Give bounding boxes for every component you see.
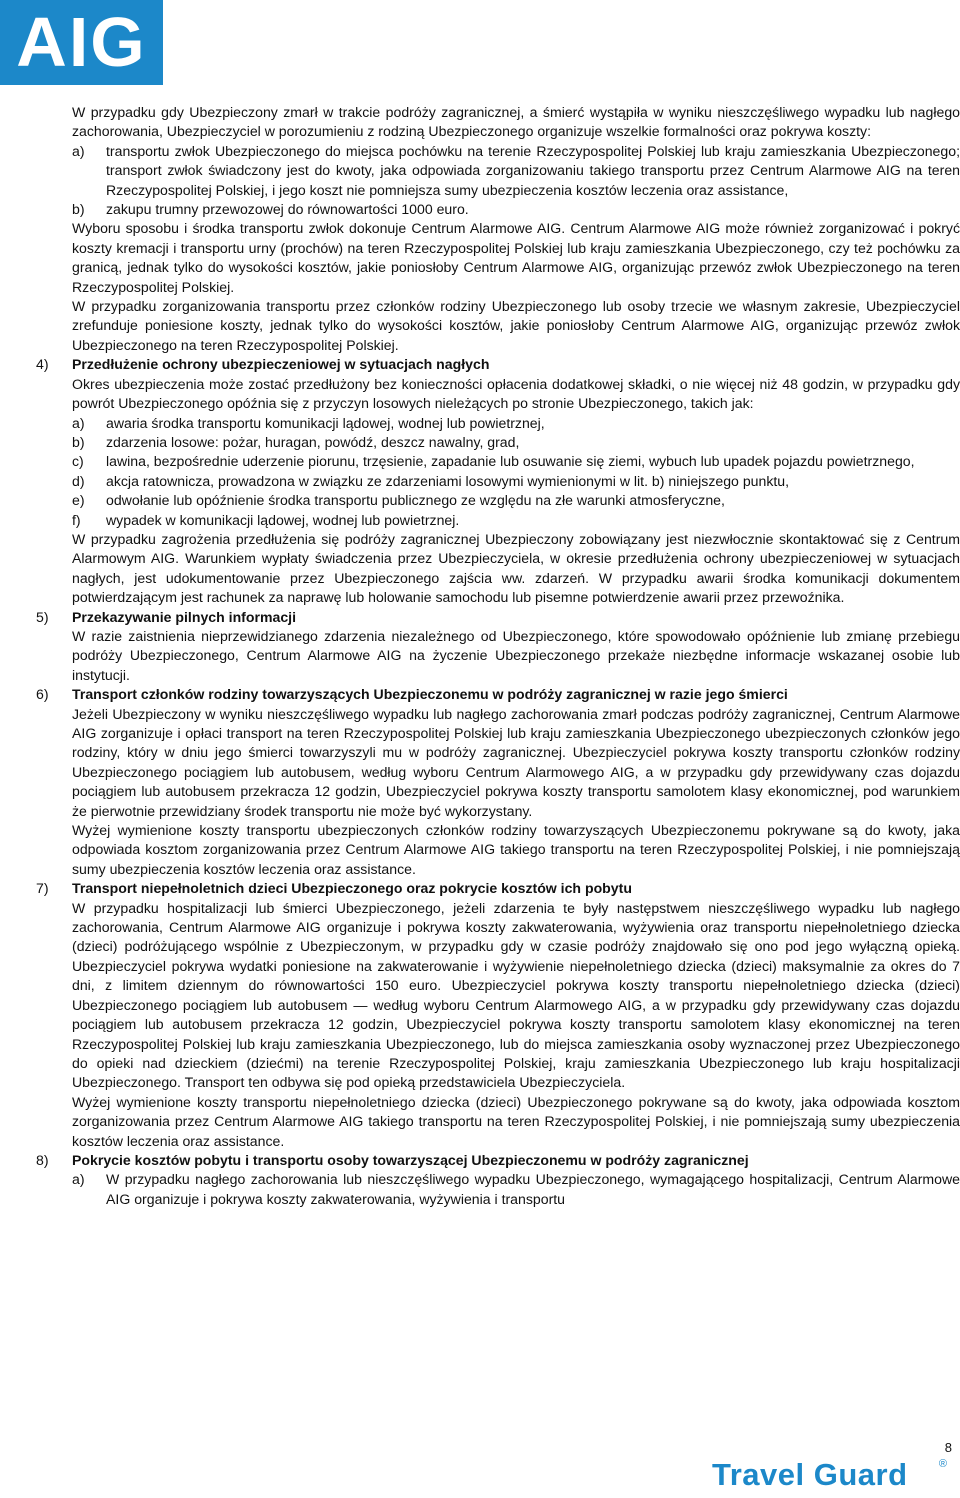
section-7-paragraph-2: Wyżej wymienione koszty transportu niepełnoletniego dziecka (dzieci) Ubezpieczonego pokrywane są do kwoty, jaka odpowiada kosztom zorganizowania przez Centrum Alarmowe AIG takiego transportu na teren Rzeczypospolitej Polskiej, i nie pomniejszają sumy ubezpieczenia kosztów leczenia oraz assistance. (72, 1093, 960, 1149)
item-letter: a) (72, 414, 85, 431)
item-letter: b) (72, 201, 85, 218)
intro-paragraph-1: W przypadku gdy Ubezpieczony zmarł w trakcie podróży zagranicznej, a śmierć wystąpiła w wyniku nieszczęśliwego wypadku lub nagłego zachorowania, Ubezpieczyciel w porozumieniu z rodziną Ubezpieczonego organizuje wszelkie formalności oraz pokrywa koszty: (72, 104, 960, 140)
list-item (72, 414, 960, 433)
item-letter: d) (72, 472, 85, 489)
page-number: 8 (944, 1440, 952, 1455)
item-text: zdarzenia losowe: pożar, huragan, powódź, deszcz nawalny, grad, (106, 433, 520, 450)
travel-guard-logo (712, 1458, 947, 1492)
section-title: Przekazywanie pilnych informacji (72, 608, 297, 625)
list-item (72, 511, 960, 530)
item-letter: c) (72, 453, 84, 470)
section-4-paragraph-2: W przypadku zagrożenia przedłużenia się podróży zagranicznej Ubezpieczony zobowiązany jest niezwłocznie skontaktować się z Centrum Alarmowym AIG. Warunkiem wypłaty świadczenia przez Ubezpieczyciela, w okresie przedłużenia ochrony ubezpieczeniowej w sytuacjach nagłych, jest udokumentowanie przez Ubezpieczonego zajścia ww. zdarzeń. W przypadku awarii środka komunikacji dokumentem potwierdzającym jest rachunek za naprawę lub holowanie samochodu lub pisemne potwierdzenie awarii przez przewoźnika. (72, 530, 960, 606)
section-8-item-a (72, 1170, 960, 1209)
list-item (72, 433, 960, 452)
section-6-heading (36, 685, 960, 704)
section-number: 7) (36, 880, 49, 897)
item-letter: e) (72, 492, 85, 509)
section-title: Pokrycie kosztów pobytu i transportu osoby towarzyszącej Ubezpieczonemu w podróży zagranicznej (72, 1151, 749, 1168)
section-6-paragraph-1: Jeżeli Ubezpieczony w wyniku nieszczęśliwego wypadku lub nagłego zachorowania zmarł podczas podróży zagranicznej, Centrum Alarmowe AIG zorganizuje i opłaci transport na teren Rzeczypospolitej Polskiej lub kraju zamieszkania Ubezpieczonego ubezpieczonych członków jego rodziny, który w dniu jego śmierci towarzyszyli mu w podróży zagranicznej. Ubezpieczyciel pokrywa koszty transportu członków rodziny Ubezpieczonego pociągiem lub autobusem, według wyboru Centrum Alarmowego AIG, a w przypadku gdy przewidywany czas dojazdu pociągiem lub autobusem przekracza 12 godzin, Ubezpieczyciel pokrywa koszty transportu samolotem klasy ekonomicznej, pod warunkiem że pierwotnie przewidziany środek transportu nie może być wykorzystany. (72, 705, 960, 819)
item-letter: a) (72, 1171, 85, 1188)
document-body (36, 103, 960, 1209)
section-5-heading (36, 608, 960, 627)
section-6-paragraph-2: Wyżej wymienione koszty transportu ubezpieczonych członków rodziny towarzyszących Ubezpieczonemu pokrywane są do kwoty, jaka odpowiada kosztom zorganizowania przez Centrum Alarmowe AIG takiego transportu na teren Rzeczypospolitej Polskiej, i nie pomniejszają sumy ubezpieczenia kosztów leczenia oraz assistance. (72, 822, 960, 877)
item-text: awaria środka transportu komunikacji lądowej, wodnej lub powietrznej, (106, 414, 545, 431)
section-number: 6) (36, 686, 49, 703)
section-number: 4) (36, 356, 49, 373)
intro-item-a (72, 142, 960, 200)
aig-logo (0, 0, 163, 85)
section-title: Przedłużenie ochrony ubezpieczeniowej w sytuacjach nagłych (72, 356, 490, 373)
travel-guard-logo-text: Travel Guard (712, 1457, 908, 1492)
section-5-paragraph-1: W razie zaistnienia nieprzewidzianego zdarzenia niezależnego od Ubezpieczonego, które spowodowało opóźnienie lub zmianę przebiegu podróży Ubezpieczonego, Centrum Alarmowe AIG na życzenie Ubezpieczonego przekaże niezbędne informacje wskazanej osobie lub instytucji. (72, 627, 960, 683)
item-text: wypadek w komunikacji lądowej, wodnej lub powietrznej. (106, 511, 460, 528)
list-item (72, 452, 960, 471)
list-item (72, 491, 960, 510)
item-text: odwołanie lub opóźnienie środka transportu publicznego ze względu na złe warunki atmosferyczne, (106, 492, 725, 509)
section-number: 5) (36, 608, 49, 625)
section-title: Transport niepełnoletnich dzieci Ubezpieczonego oraz pokrycie kosztów ich pobytu (72, 880, 632, 897)
item-text: transportu zwłok Ubezpieczonego do miejsca pochówku na terenie Rzeczypospolitej Polskiej lub kraju zamieszkania Ubezpieczonego; transport zwłok świadczony jest do kwoty, jaka odpowiada zorganizowaniu takiego transportu przez Centrum Alarmowe AIG na teren Rzeczypospolitej Polskiej, i jego koszt nie pomniejsza sumy ubezpieczenia kosztów leczenia oraz assistance, (106, 142, 960, 198)
section-4-paragraph-1: Okres ubezpieczenia może zostać przedłużony bez konieczności opłacenia dodatkowej składki, o nie więcej niż 48 godzin, w przypadku gdy powrót Ubezpieczonego opóźnia się z przyczyn losowych nieleżących po stronie Ubezpieczonego, takich jak: (72, 375, 960, 412)
registered-mark: ® (938, 1458, 947, 1470)
item-text: lawina, bezpośrednie uderzenie piorunu, trzęsienie, zapadanie lub osuwanie się ziemi, wybuch lub upadek pojazdu powietrznego, (106, 453, 915, 470)
aig-logo-text: AIG (16, 3, 147, 81)
item-letter: b) (72, 433, 85, 450)
section-number: 8) (36, 1151, 49, 1168)
intro-paragraph-2: Wyboru sposobu i środka transportu zwłok dokonuje Centrum Alarmowe AIG. Centrum Alarmowe AIG może również zorganizować i pokryć koszty kremacji i transportu urny (prochów) na teren Rzeczypospolitej Polskiej lub kraju zamieszkania Ubezpieczonego, czy też pochówku za granicą, jednak tylko do wysokości kosztów, jakie poniosłoby Centrum Alarmowe AIG, organizując przewóz zwłok Ubezpieczonego na teren Rzeczypospolitej Polskiej. (72, 220, 960, 295)
section-title: Transport członków rodziny towarzyszących Ubezpieczonemu w podróży zagranicznej w razie jego śmierci (72, 686, 788, 703)
item-text: zakupu trumny przewozowej do równowartości 1000 euro. (106, 201, 469, 218)
item-letter: a) (72, 142, 85, 159)
section-7-paragraph-1: W przypadku hospitalizacji lub śmierci Ubezpieczonego, jeżeli zdarzenia te były następstwem nieszczęśliwego wypadku lub nagłego zachorowania, Centrum Alarmowe AIG organizuje i pokrywa koszty zakwaterowania, wyżywienia oraz transportu niepełnoletniego dziecka (dzieci) podróżującego wspólnie z Ubezpieczonym, w przypadku gdy w czasie podróży znajdowało się ono pod jego wyłączną opieką. Ubezpieczyciel pokrywa wydatki poniesione na zakwaterowanie i wyżywienie niepełnoletniego dziecka (dzieci) maksymalnie za okres do 7 dni, z limitem dziennym do równowartości 150 euro. Ubezpieczyciel pokrywa koszty transportu niepełnoletniego dziecka (dzieci) Ubezpieczonego pociągiem lub autobusem — według wyboru Centrum Alarmowego AIG, a w przypadku gdy przewidywany czas dojazdu pociągiem lub autobusem przekracza 12 godzin, Ubezpieczyciel pokrywa koszty transportu samolotem klasy ekonomicznej na teren Rzeczypospolitej Polskiej lub kraju zamieszkania Ubezpieczonego, lub do miejsca zamieszkania osoby wyznaczonej przez Ubezpieczonego do opieki nad dzieckiem (dziećmi) na terenie Rzeczypospolitej Polskiej, kraju zamieszkania Ubezpieczonego lub kraju hospitalizacji Ubezpieczonego. Transport ten odbywa się pod opieką przedstawiciela Ubezpieczyciela. (72, 899, 960, 1091)
item-text: W przypadku nagłego zachorowania lub nieszczęśliwego wypadku Ubezpieczonego, wymagającego hospitalizacji, Centrum Alarmowe AIG organizuje i pokrywa koszty zakwaterowania, wyżywienia i transportu (106, 1171, 960, 1207)
intro-paragraph-3: W przypadku zorganizowania transportu przez członków rodziny Ubezpieczonego lub osoby trzecie we własnym zakresie, Ubezpieczyciel zrefunduje poniesione koszty, jednak tylko do wysokości kosztów, jakie poniosłoby Centrum Alarmowe AIG, organizując przewóz zwłok Ubezpieczonego na teren Rzeczypospolitej Polskiej. (72, 298, 960, 353)
list-item (72, 472, 960, 491)
section-4-heading (36, 355, 960, 374)
item-letter: f) (72, 511, 81, 528)
section-8-heading (36, 1151, 960, 1170)
item-text: akcja ratownicza, prowadzona w związku ze zdarzeniami losowymi wymienionymi w lit. b) niniejszego punktu, (106, 472, 790, 489)
intro-item-b (72, 200, 960, 219)
section-7-heading (36, 879, 960, 898)
